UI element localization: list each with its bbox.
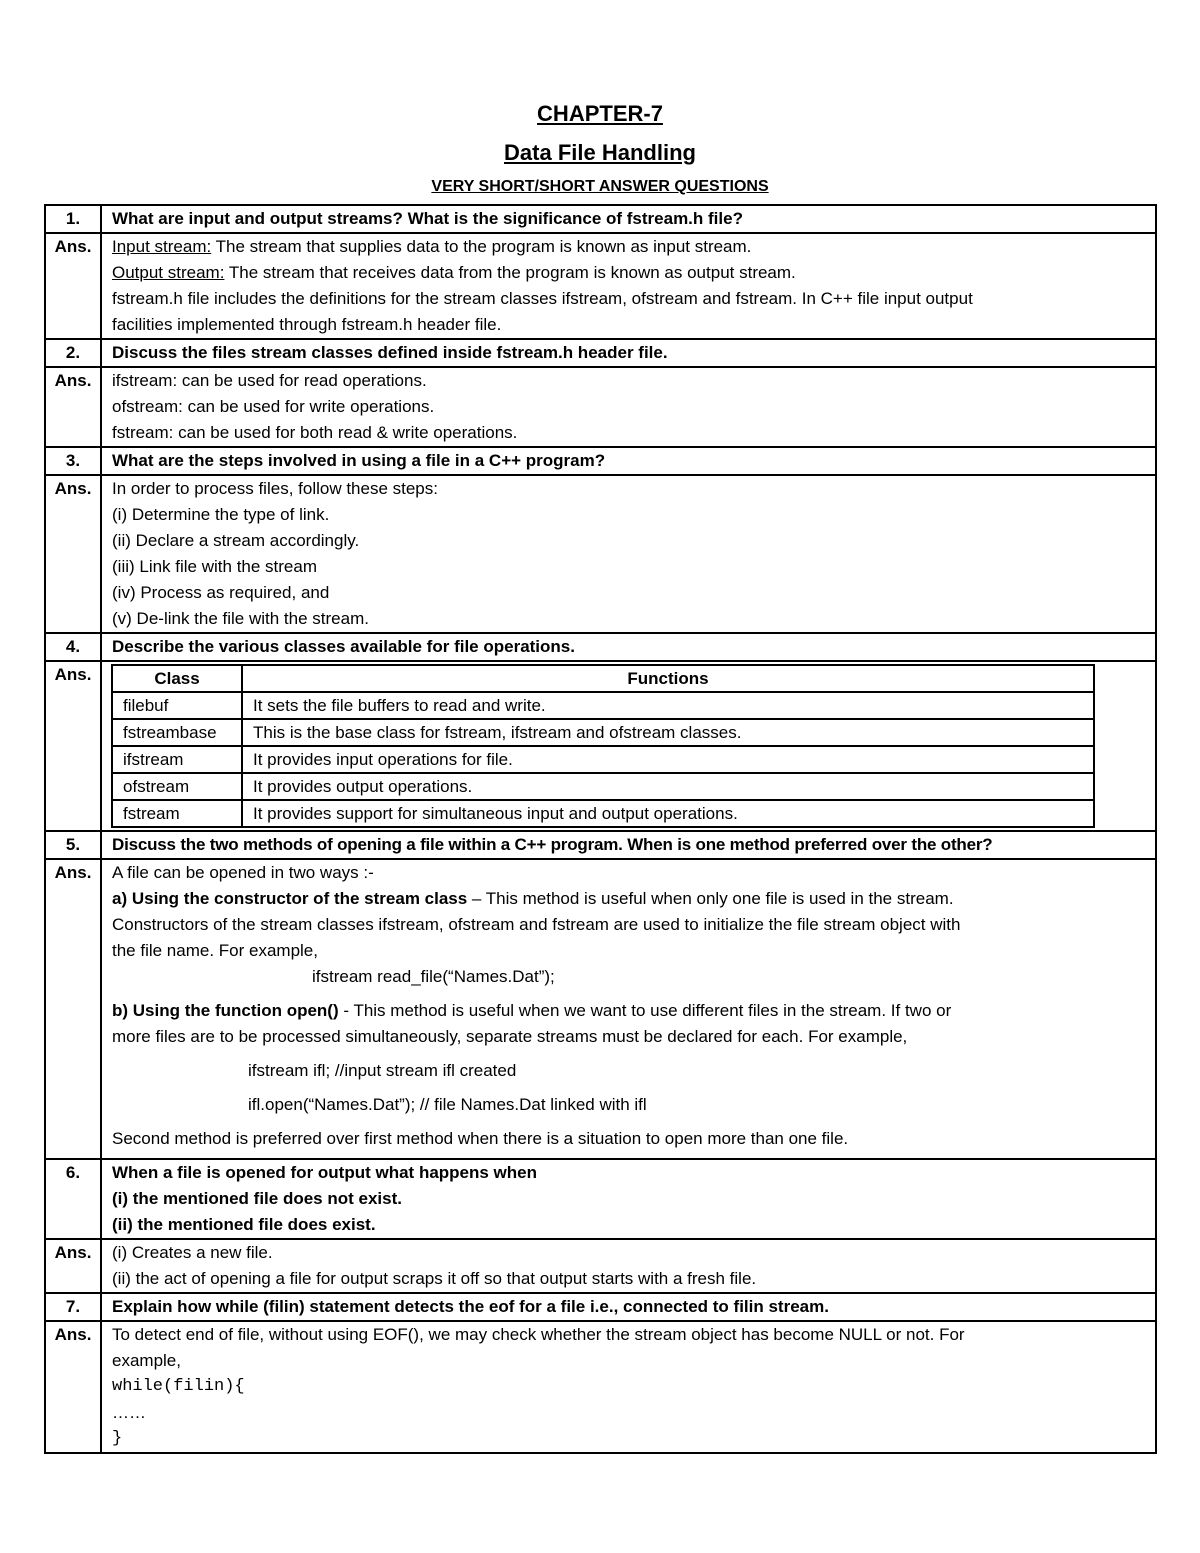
code-example: ifl.open(“Names.Dat”); // file Names.Dat linked with ifl <box>248 1095 647 1114</box>
class-name: ofstream <box>112 773 242 800</box>
answer-line: (ii) Declare a stream accordingly. <box>112 531 360 550</box>
class-function: It sets the file buffers to read and write. <box>242 692 1094 719</box>
answer-label: Ans. <box>45 367 101 447</box>
answer-line: ofstream: can be used for write operations. <box>112 397 435 416</box>
page-title: Data File Handling <box>504 140 696 165</box>
method-b-label: b) Using the function open() <box>112 1001 339 1020</box>
chapter-heading: CHAPTER-7 <box>537 101 663 126</box>
answer-row-1 <box>45 233 1156 339</box>
answer-text <box>101 475 1156 633</box>
code-example: …… <box>112 1403 146 1422</box>
answer-text <box>101 367 1156 447</box>
question-row-4 <box>45 633 1156 661</box>
answer-label: Ans. <box>45 1321 101 1453</box>
answer-line: Constructors of the stream classes ifstream, ofstream and fstream are used to initialize the file stream object with <box>112 915 961 934</box>
qa-table <box>44 204 1157 1454</box>
column-header-functions: Functions <box>242 665 1094 692</box>
answer-row-2 <box>45 367 1156 447</box>
answer-line: In order to process files, follow these steps: <box>112 479 438 498</box>
answer-text <box>101 661 1156 831</box>
answer-line: ifstream: can be used for read operations. <box>112 371 427 390</box>
class-name: fstream <box>112 800 242 827</box>
question-number: 4. <box>45 633 101 661</box>
answer-text <box>101 859 1156 1159</box>
code-example: ifstream read_file(“Names.Dat”); <box>312 967 555 986</box>
question-number: 5. <box>45 831 101 859</box>
table-row <box>112 800 1094 827</box>
class-function: It provides support for simultaneous input and output operations. <box>242 800 1094 827</box>
answer-line: fstream.h file includes the definitions for the stream classes ifstream, ofstream and fstream. In C++ file input output <box>112 289 973 308</box>
answer-line: the file name. For example, <box>112 941 318 960</box>
answer-label: Ans. <box>45 233 101 339</box>
question-line: (ii) the mentioned file does exist. <box>112 1215 376 1234</box>
answer-label: Ans. <box>45 475 101 633</box>
class-name: fstreambase <box>112 719 242 746</box>
answer-line: facilities implemented through fstream.h header file. <box>112 315 502 334</box>
class-function: It provides input operations for file. <box>242 746 1094 773</box>
answer-line: A file can be opened in two ways :- <box>112 863 374 882</box>
answer-row-5 <box>45 859 1156 1159</box>
classes-table <box>111 664 1095 828</box>
question-number: 6. <box>45 1159 101 1239</box>
class-name: ifstream <box>112 746 242 773</box>
table-row <box>112 746 1094 773</box>
question-text <box>101 1159 1156 1239</box>
question-row-2 <box>45 339 1156 367</box>
question-text: Explain how while (filin) statement detects the eof for a file i.e., connected to filin stream. <box>101 1293 1156 1321</box>
answer-row-6 <box>45 1239 1156 1293</box>
answer-line: example, <box>112 1351 181 1370</box>
question-text: Discuss the two methods of opening a file within a C++ program. When is one method preferred over the other? <box>101 831 1156 859</box>
answer-line: The stream that supplies data to the program is known as input stream. <box>211 237 752 256</box>
table-row <box>112 773 1094 800</box>
question-row-7 <box>45 1293 1156 1321</box>
code-example: ifstream ifl; //input stream ifl created <box>248 1061 517 1080</box>
answer-row-7 <box>45 1321 1156 1453</box>
answer-line: - This method is useful when we want to use different files in the stream. If two or <box>338 1001 952 1020</box>
code-example: while(filin){ <box>112 1377 245 1396</box>
class-function: This is the base class for fstream, ifstream and ofstream classes. <box>242 719 1094 746</box>
answer-line: (ii) the act of opening a file for output scraps it off so that output starts with a fresh file. <box>112 1269 757 1288</box>
question-number: 3. <box>45 447 101 475</box>
question-row-1 <box>45 205 1156 233</box>
class-function: It provides output operations. <box>242 773 1094 800</box>
section-subtitle: VERY SHORT/SHORT ANSWER QUESTIONS <box>431 178 769 195</box>
question-text: What are the steps involved in using a file in a C++ program? <box>101 447 1156 475</box>
answer-text <box>101 1321 1156 1453</box>
answer-line: (iv) Process as required, and <box>112 583 330 602</box>
answer-line: Second method is preferred over first method when there is a situation to open more than one file. <box>112 1129 849 1148</box>
question-row-3 <box>45 447 1156 475</box>
answer-line: – This method is useful when only one file is used in the stream. <box>467 889 954 908</box>
column-header-class: Class <box>112 665 242 692</box>
question-number: 1. <box>45 205 101 233</box>
answer-line: more files are to be processed simultaneously, separate streams must be declared for each. For example, <box>112 1027 908 1046</box>
answer-text <box>101 1239 1156 1293</box>
question-row-5 <box>45 831 1156 859</box>
answer-line: (i) Determine the type of link. <box>112 505 330 524</box>
answer-line: (v) De-link the file with the stream. <box>112 609 369 628</box>
question-line: When a file is opened for output what happens when <box>112 1163 538 1182</box>
question-text: Discuss the files stream classes defined inside fstream.h header file. <box>101 339 1156 367</box>
method-a-label: a) Using the constructor of the stream class <box>112 889 468 908</box>
class-name: filebuf <box>112 692 242 719</box>
question-row-6 <box>45 1159 1156 1239</box>
answer-label: Ans. <box>45 859 101 1159</box>
answer-line: (iii) Link file with the stream <box>112 557 318 576</box>
table-row <box>112 719 1094 746</box>
question-number: 7. <box>45 1293 101 1321</box>
answer-line: The stream that receives data from the program is known as output stream. <box>224 263 796 282</box>
question-text: What are input and output streams? What is the significance of fstream.h file? <box>101 205 1156 233</box>
table-row <box>112 692 1094 719</box>
question-number: 2. <box>45 339 101 367</box>
answer-line: (i) Creates a new file. <box>112 1243 273 1262</box>
answer-label: Ans. <box>45 1239 101 1293</box>
term-label: Output stream: <box>112 263 225 282</box>
question-text: Describe the various classes available for file operations. <box>101 633 1156 661</box>
answer-text <box>101 233 1156 339</box>
answer-line: To detect end of file, without using EOF(), we may check whether the stream object has become NULL or not. For <box>112 1325 965 1344</box>
term-label: Input stream: <box>112 237 212 256</box>
answer-row-3 <box>45 475 1156 633</box>
answer-label: Ans. <box>45 661 101 831</box>
answer-line: fstream: can be used for both read & write operations. <box>112 423 518 442</box>
code-example: } <box>112 1429 123 1448</box>
classes-table-header <box>112 665 1094 692</box>
answer-row-4 <box>45 661 1156 831</box>
question-line: (i) the mentioned file does not exist. <box>112 1189 402 1208</box>
